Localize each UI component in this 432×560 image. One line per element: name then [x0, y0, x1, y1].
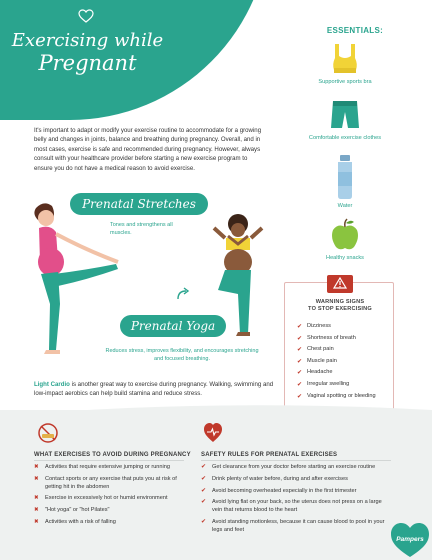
safety-list [201, 464, 391, 539]
pampers-heart-icon [78, 9, 94, 23]
title-line1: Exercising while [11, 30, 164, 51]
safety-heart-icon [203, 422, 223, 444]
avoid-list [34, 464, 194, 531]
essential-clothes [290, 98, 400, 141]
stretches-description: Tones and strengthens all muscles. [110, 222, 173, 236]
essential-label: Water [337, 203, 353, 209]
sports-bra-icon [328, 42, 362, 76]
list-item: ✔ Irregular swelling [297, 381, 376, 393]
no-running-icon [36, 422, 60, 444]
list-item: ✖ Contact sports or any exercise that puts you at risk of getting hit in the abdomen [34, 476, 194, 492]
title-line2: Pregnant [38, 51, 137, 75]
apple-icon [328, 218, 362, 252]
shorts-icon [328, 98, 362, 132]
stretches-label: Prenatal Stretches [70, 193, 208, 215]
page-title [0, 30, 175, 74]
essential-sports-bra [290, 42, 400, 85]
list-item: ✔ Drink plenty of water before, during and after exercises [201, 476, 391, 484]
warning-title-line2: TO STOP EXERCISING [308, 306, 372, 312]
warning-triangle-icon [333, 277, 347, 289]
list-item: ✔ Avoid becoming overheated especially in the first trimester [201, 488, 391, 496]
cardio-lead: Light Cardio [34, 381, 70, 388]
warning-title [285, 299, 395, 313]
divider [34, 460, 184, 461]
list-item: ✔ Dizziness [297, 323, 376, 335]
essential-water [290, 154, 400, 209]
list-item: ✔ Shortness of breath [297, 335, 376, 347]
cardio-text: is another great way to exercise during pregnancy. Walking, swimming and low-impact aerobics can help build stamina and reduce stress. [34, 381, 274, 397]
list-item: ✔ Headache [297, 369, 376, 381]
water-bottle-icon [328, 154, 362, 200]
list-item: ✔ Avoid standing motionless, because it can cause blood to pool in your legs and feet [201, 519, 391, 535]
essential-label: Comfortable exercise clothes [308, 135, 382, 141]
section-divider [0, 398, 432, 422]
list-item: ✖ Activities with a risk of falling [34, 519, 194, 527]
curved-arrow-icon [176, 287, 190, 301]
list-item: ✔ Vaginal spotting or bleeding [297, 393, 376, 405]
list-item: ✖ "Hot yoga" or "hot Pilates" [34, 507, 194, 515]
list-item: ✖ Exercise in excessively hot or humid environment [34, 495, 194, 503]
list-item: ✔ Get clearance from your doctor before starting an exercise routine [201, 464, 391, 472]
divider [201, 460, 391, 461]
avoid-title: WHAT EXERCISES TO AVOID DURING PREGNANCY [34, 452, 191, 458]
essential-snacks [290, 218, 400, 261]
safety-title: SAFETY RULES FOR PRENATAL EXERCISES [201, 452, 338, 458]
intro-paragraph: It's important to adapt or modify your exercise routine to accommodate for a growing belly and changes in joints, balance and breathing during pregnancy. Overall, and in most cases, exercise is safe and recommended during pregnancy. However, always consult with your healthcare provider before starting a new exercise program to ensure you do not have a medical reason to avoid exercise. [34, 127, 262, 172]
list-item: ✔ Chest pain [297, 346, 376, 358]
essential-label: Healthy snacks [326, 255, 364, 261]
essentials-title: ESSENTIALS: [326, 26, 384, 35]
yoga-description: Reduces stress, improves flexibility, and encourages stretching and focused breathing. [105, 348, 259, 362]
list-item: ✖ Activities that require extensive jumping or running [34, 464, 194, 472]
light-cardio-paragraph [34, 380, 284, 398]
essential-label: Supportive sports bra [318, 79, 372, 85]
warning-title-line1: WARNING SIGNS [315, 299, 365, 305]
list-item: ✔ Avoid lying flat on your back, so the uterus does not press on a large vein that returns blood to the heart [201, 499, 391, 515]
pampers-logo-text: Pampers [396, 536, 424, 543]
yoga-label: Prenatal Yoga [120, 315, 226, 337]
list-item: ✔ Muscle pain [297, 358, 376, 370]
warning-list [297, 323, 376, 404]
warning-signs-card [284, 282, 394, 414]
